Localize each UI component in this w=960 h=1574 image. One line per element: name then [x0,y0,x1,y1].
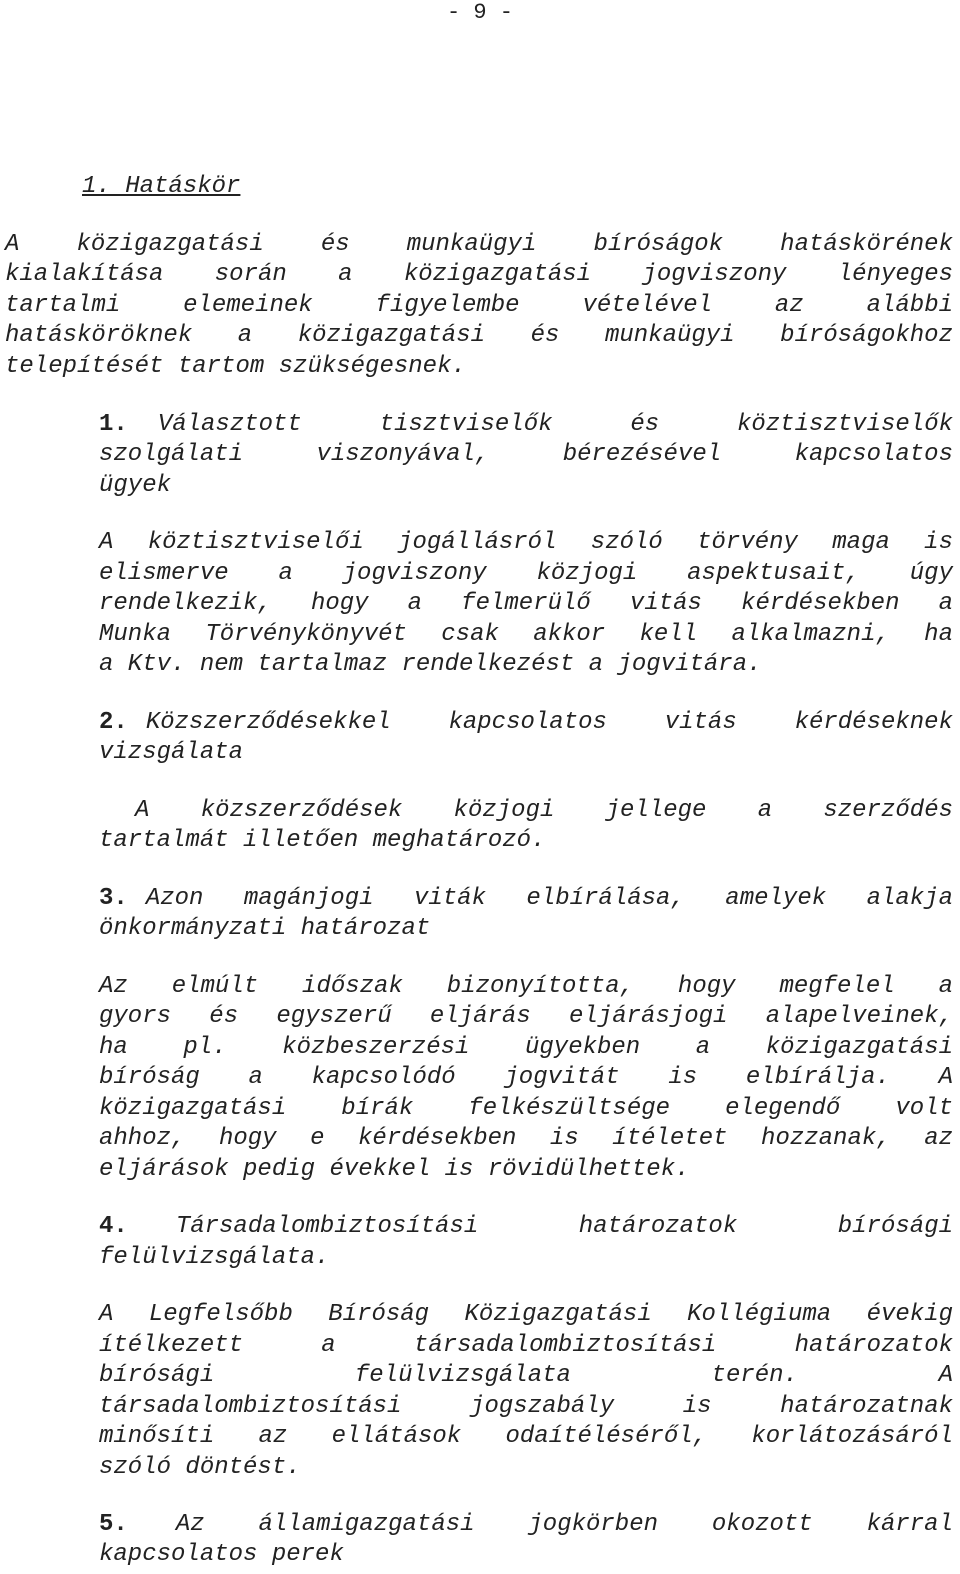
intro-line: tartalmi elemeinek figyelembe vételével az alábbi [5,292,953,319]
item-body-line: Munka Törvénykönyvét csak akkor kell alkalmazni, ha [99,621,953,648]
item-heading-line: kapcsolatos perek [99,1541,344,1568]
item-heading-text: Közszerződésekkel kapcsolatos vitás kérdéseknek [145,709,953,736]
intro-line: hatásköröknek a közigazgatási és munkaügyi bíróságokhoz [5,322,953,349]
item-number: 1. [99,411,128,438]
item-body-line: szóló döntést. [99,1454,301,1481]
intro-line: A közigazgatási és munkaügyi bíróságok hatáskörének [5,231,953,258]
item-body-line: A köztisztviselői jogállásról szóló törvény maga is [99,529,953,556]
item-body-line: tartalmát illetően meghatározó. [99,827,546,854]
item-heading-line [99,708,953,738]
item-body-line: Az elmúlt időszak bizonyította, hogy megfelel a [99,973,953,1000]
item-body-line: ha pl. közbeszerzési ügyekben a közigazgatási [99,1034,953,1061]
item-heading-text: Azon magánjogi viták elbírálása, amelyek alakja [145,885,953,912]
item-heading-text: Társadalombiztosítási határozatok bírósági [175,1213,953,1240]
item-body-line: bírósági felülvizsgálata terén. A [99,1362,953,1389]
item-heading-text: Választott tisztviselők és köztisztviselők [157,411,953,438]
item-body-line: ahhoz, hogy e kérdésekben is ítéletet hozzanak, az [99,1125,953,1152]
item-body-line: bíróság a kapcsolódó jogvitát is elbírálja. A [99,1064,953,1091]
item-body-line: minősíti az ellátások odaítéléséről, korlátozásáról [99,1423,953,1450]
item-heading-line [99,1510,953,1540]
intro-line: kialakítása során a közigazgatási jogviszony lényeges [5,261,953,288]
item-heading-line: felülvizsgálata. [99,1244,330,1271]
item-heading-line [99,1212,953,1242]
item-body-line: a Ktv. nem tartalmaz rendelkezést a jogvitára. [99,651,762,678]
item-heading-line: önkormányzati határozat [99,915,431,942]
item-number: 5. [99,1511,128,1538]
item-heading-line: ügyek [99,472,172,499]
item-body-line: közigazgatási bírák felkészültsége elegendő volt [99,1095,953,1122]
item-body-line: eljárások pedig évekkel is rövidülhettek. [99,1156,690,1183]
item-heading-line: vizsgálata [99,739,244,766]
item-heading-line [99,410,953,440]
item-body-line: elismerve a jogviszony közjogi aspektusait, úgy [99,560,953,587]
section-heading: 1. Hatáskör [82,173,241,200]
item-heading-line: szolgálati viszonyával, bérezésével kapcsolatos [99,441,953,468]
item-heading-line [99,884,953,914]
page-number: - 9 - [446,0,513,25]
item-number: 3. [99,885,128,912]
intro-line: telepítését tartom szükségesnek. [5,353,466,380]
item-heading-text: Az államigazgatási jogkörben okozott kárral [175,1511,953,1538]
item-body-line: gyors és egyszerű eljárás eljárásjogi alapelveinek, [99,1003,953,1030]
item-body-line: A közszerződések közjogi jellege a szerződés [135,797,953,824]
item-body-line: ítélkezett a társadalombiztosítási határozatok [99,1332,953,1359]
item-body-line: A Legfelsőbb Bíróság Közigazgatási Kollégiuma évekig [99,1301,953,1328]
item-body-line: rendelkezik, hogy a felmerülő vitás kérdésekben a [99,590,953,617]
item-number: 2. [99,709,128,736]
item-body-line: társadalombiztosítási jogszabály is határozatnak [99,1393,953,1420]
item-number: 4. [99,1213,128,1240]
